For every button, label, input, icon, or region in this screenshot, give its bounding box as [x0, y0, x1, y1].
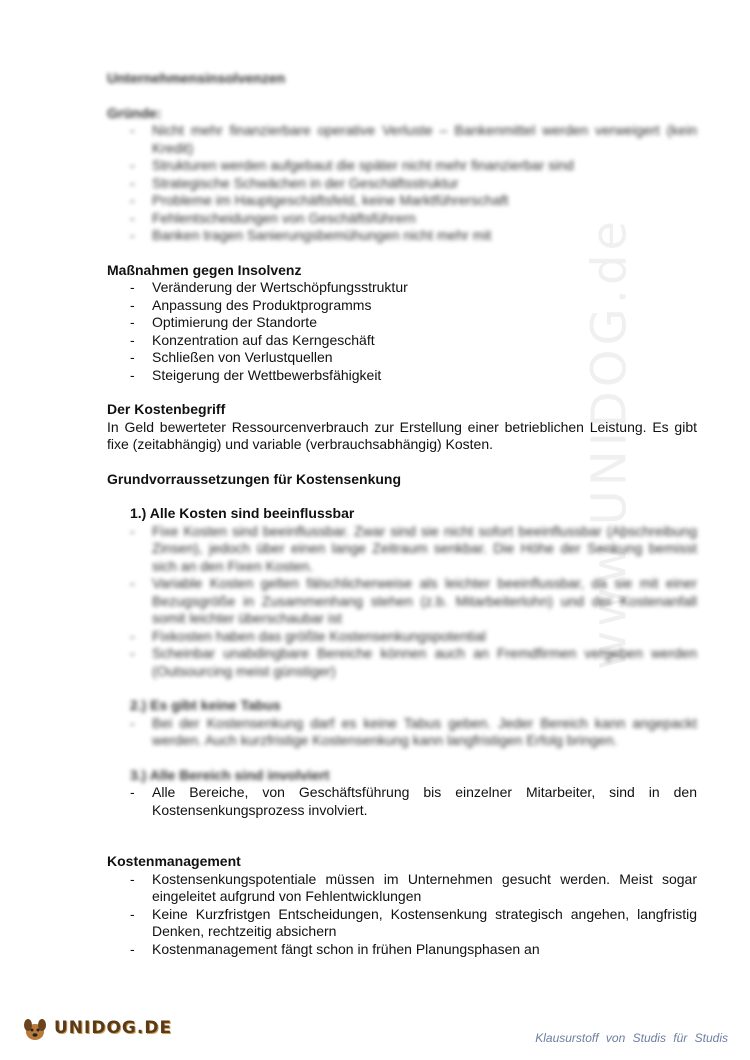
cost-concept-text: In Geld bewerteter Ressourcenverbrauch zur Erstellung einer betrieblichen Leistung. Es gibt fixe (zeitabhängig) und variable (verbrauchsabhängig) Kosten.: [107, 418, 697, 452]
point1-list: [107, 523, 697, 681]
footer-tagline: Klausurstoff von Studis für Studis: [535, 1031, 728, 1045]
blurred-section: [107, 70, 697, 245]
point2-title: 2.) Es gibt keine Tabus: [130, 697, 281, 713]
reasons-heading: Gründe:: [107, 104, 162, 121]
measures-heading: Maßnahmen gegen Insolvenz: [107, 261, 302, 278]
list-item: - Fixkosten haben das größte Kostensenkungspotential: [107, 628, 697, 646]
list-item: - Strategische Schwächen in der Geschäftsstruktur: [107, 175, 697, 193]
point1-title: 1.) Alle Kosten sind beeinflussbar: [130, 505, 355, 521]
list-item: - Schließen von Verlustquellen: [107, 349, 697, 367]
list-item: - Fehlentscheidungen von Geschäftsführern: [107, 210, 697, 228]
list-item: - Optimierung der Standorte: [107, 314, 697, 332]
section-title-insolvency: Unternehmensinsolvenzen: [107, 70, 286, 86]
cost-management-list: [107, 871, 697, 959]
list-item: - Veränderung der Wertschöpfungsstruktur: [107, 279, 697, 297]
list-item: - Alle Bereiche, von Geschäftsführung bis einzelner Mitarbeiter, sind in den Kostensenkungsprozess involviert.: [107, 784, 697, 819]
list-item: - Fixe Kosten sind beeinflussbar. Zwar sind sie nicht sofort beeinflussbar (Abschreibung Zinsen), jedoch über einen lange Zeitraum senkbar. Die Höhe der Senkung bemisst sich an den Fixen Kosten.: [107, 523, 697, 576]
list-item: - Variable Kosten gelten fälschlicherweise als leichter beeinflussbar, da sie mit einer Bezugsgröße in Zusammenhang stehen (z.b. Mitarbeiterlohn) und der Kostenanfall somit leichter überschaubar ist: [107, 575, 697, 628]
unidog-logo[interactable]: [20, 1014, 172, 1044]
document-body: [107, 70, 697, 958]
list-item: - Banken tragen Sanierungsbemühungen nicht mehr mit: [107, 227, 697, 245]
list-item: - Keine Kurzfristgen Entscheidungen, Kostensenkung strategisch angehen, langfristig Denken, rechtzeitig absichern: [107, 906, 697, 941]
list-item: - Probleme im Hauptgeschäftsfeld, keine Marktführerschaft: [107, 192, 697, 210]
list-item: - Nicht mehr finanzierbare operative Verluste – Bankenmittel werden verweigert (kein Kredit): [107, 122, 697, 157]
list-item: - Bei der Kostensenkung darf es keine Tabus geben. Jeder Bereich kann angepackt werden. Auch kurzfristige Kostensenkung kann langfristigen Erfolg bringen.: [107, 715, 697, 750]
list-item: - Kostensenkungspotentiale müssen im Unternehmen gesucht werden. Meist sogar eingeleitet aufgrund von Fehlentwicklungen: [107, 871, 697, 906]
point2-block: [107, 697, 697, 750]
measures-list: [107, 279, 697, 384]
point3-list: [107, 784, 697, 819]
list-item: - Steigerung der Wettbewerbsfähigkeit: [107, 367, 697, 385]
dog-icon: [20, 1014, 50, 1044]
point3-title: 3.) Alle Bereich sind involviert: [130, 766, 330, 783]
list-item: - Anpassung des Produktprogramms: [107, 297, 697, 315]
cost-management-heading: Kostenmanagement: [107, 853, 241, 869]
prerequisites-heading: Grundvorraussetzungen für Kostensenkung: [107, 470, 402, 487]
list-item: - Scheinbar unabdingbare Bereiche können auch an Fremdfirmen vergeben werden (Outsourcing meist günstiger): [107, 645, 697, 680]
cost-concept-heading: Der Kostenbegriff: [107, 401, 226, 417]
point2-list: [107, 715, 697, 750]
list-item: - Konzentration auf das Kerngeschäft: [107, 332, 697, 350]
watermark-text: www.UNIDOG.de: [581, 216, 638, 670]
logo-text: UNIDOG.DE: [54, 1018, 173, 1039]
list-item: - Kostenmanagement fängt schon in frühen Planungsphasen an: [107, 941, 697, 959]
list-item: - Strukturen werden aufgebaut die später nicht mehr finanzierbar sind: [107, 157, 697, 175]
reasons-list: [107, 122, 697, 245]
